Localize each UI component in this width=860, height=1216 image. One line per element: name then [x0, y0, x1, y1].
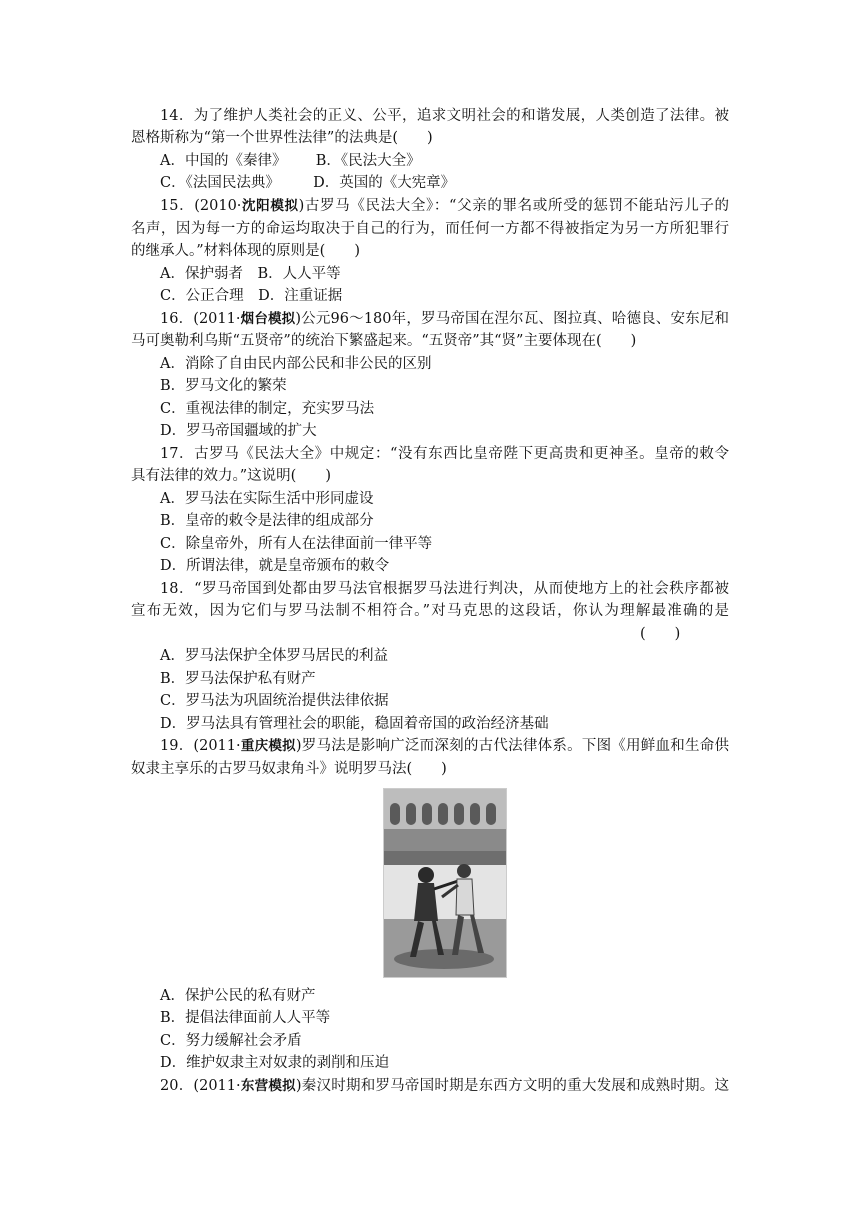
q14-option-b: B．《民法大全》	[315, 153, 421, 169]
q16-option-b: B．罗马文化的繁荣	[160, 378, 287, 394]
q15-stem-line-2: 名声，因为每一方的命运均取决于自己的行为，而任何一方都不得被指定为另一方所犯罪行	[131, 221, 729, 237]
q18-option-b: B．罗马法保护私有财产	[160, 671, 316, 687]
q19-option-a: A．保护公民的私有财产	[160, 988, 316, 1004]
q15-stem-line-1	[160, 196, 729, 216]
q20-number: 20．(2011·	[160, 1078, 241, 1094]
q17-option-b: B．皇帝的敕令是法律的组成部分	[160, 513, 374, 529]
q16-stem-line-1	[160, 309, 729, 329]
q17-stem-line-1: 17．古罗马《民法大全》中规定：“没有东西比皇帝陛下更高贵和更神圣。皇帝的敕令	[160, 446, 729, 462]
q19-stem-line-2: 奴隶主享乐的古罗马奴隶角斗》说明罗马法( )	[131, 761, 447, 777]
q18-answer-bracket: ( )	[640, 626, 681, 642]
q20-stem-line-1	[160, 1076, 729, 1096]
q15-options-cd: C．公正合理 D．注重证据	[160, 288, 343, 304]
q15-options-ab: A．保护弱者 B．人人平等	[160, 266, 341, 282]
q20-stem-text: )秦汉时期和罗马帝国时期是东西方文明的重大发展和成熟时期。这	[295, 1078, 730, 1094]
q17-option-c: C．除皇帝外，所有人在法律面前一律平等	[160, 536, 433, 552]
q14-option-a: A．中国的《秦律》	[160, 153, 287, 169]
q14-stem-line-1: 14．为了维护人类社会的正义、公平，追求文明社会的和谐发展，人类创造了法律。被	[160, 108, 729, 124]
q16-stem-text: )公元96～180年，罗马帝国在涅尔瓦、图拉真、哈德良、安东尼和	[295, 311, 729, 327]
q15-stem-line-3: 的继承人。”材料体现的原则是( )	[131, 243, 360, 259]
q19-stem-text: )罗马法是影响广泛而深刻的古代法律体系。下图《用鲜血和生命供	[295, 738, 730, 754]
q18-stem-line-2: 宣布无效，因为它们与罗马法制不相符合。”对马克思的这段话，你认为理解最准确的是	[131, 603, 729, 619]
q18-option-a: A．罗马法保护全体罗马居民的利益	[160, 648, 388, 664]
q19-option-c: C．努力缓解社会矛盾	[160, 1033, 302, 1049]
q14-option-c: C．《法国民法典》	[160, 175, 280, 191]
q15-number: 15．(2010·	[160, 198, 242, 214]
q19-option-b: B．提倡法律面前人人平等	[160, 1010, 331, 1026]
q15-source: 沈阳模拟	[241, 198, 299, 214]
q18-stem-line-1: 18．“罗马帝国到处都由罗马法官根据罗马法进行判决，从而使地方上的社会秩序都被	[160, 581, 729, 597]
q19-stem-line-1	[160, 736, 729, 756]
q19-source: 重庆模拟	[240, 738, 296, 754]
gladiator-photo	[383, 788, 507, 978]
q19-option-d: D．维护奴隶主对奴隶的剥削和压迫	[160, 1055, 390, 1071]
q14-option-d: D．英国的《大宪章》	[313, 175, 456, 191]
q16-option-a: A．消除了自由民内部公民和非公民的区别	[160, 356, 432, 372]
q20-source: 东营模拟	[240, 1078, 296, 1094]
q16-source: 烟台模拟	[240, 311, 296, 327]
q14-options-cd	[160, 173, 455, 193]
q16-option-d: D．罗马帝国疆域的扩大	[160, 423, 317, 439]
q15-stem-text: )古罗马《民法大全》：“父亲的罪名或所受的惩罚不能玷污儿子的	[298, 198, 729, 214]
q18-option-c: C．罗马法为巩固统治提供法律依据	[160, 693, 389, 709]
q17-option-a: A．罗马法在实际生活中形同虚设	[160, 491, 374, 507]
q17-stem-line-2: 具有法律的效力。”这说明( )	[131, 468, 331, 484]
q16-number: 16．(2011·	[160, 311, 241, 327]
q14-stem-line-2: 恩格斯称为“第一个世界性法律”的法典是( )	[131, 130, 433, 146]
q19-number: 19．(2011·	[160, 738, 241, 754]
q14-options-ab	[160, 151, 421, 171]
q16-option-c: C．重视法律的制定，充实罗马法	[160, 401, 375, 417]
q17-option-d: D．所谓法律，就是皇帝颁布的敕令	[160, 558, 390, 574]
q18-option-d: D．罗马法具有管理社会的职能，稳固着帝国的政治经济基础	[160, 716, 549, 732]
q16-stem-line-2: 马可奥勒利乌斯“五贤帝”的统治下繁盛起来。“五贤帝”其“贤”主要体现在( )	[131, 333, 637, 349]
